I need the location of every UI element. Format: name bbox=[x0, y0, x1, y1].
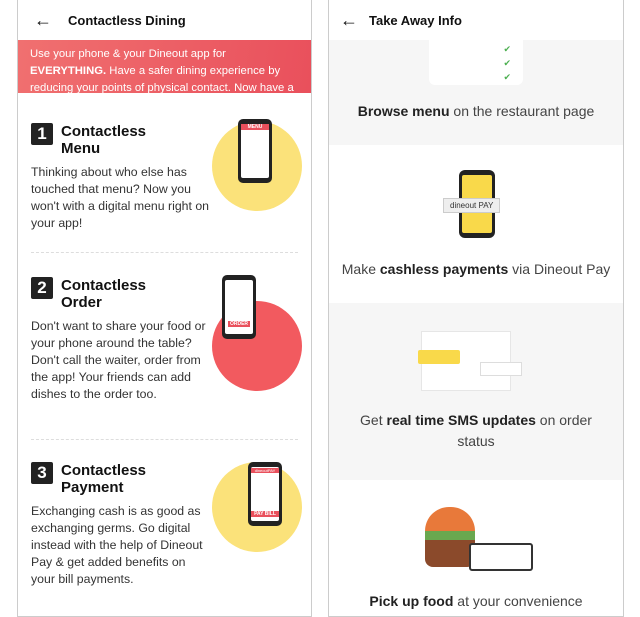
section-description: Don't want to share your food or your phone around the table? Don't call the waiter, order from the app! Your friends can add dishes to the order too. bbox=[31, 319, 206, 401]
menu-list-illustration bbox=[429, 40, 523, 85]
section-description: Thinking about who else has touched that menu? Now you won't with a digital menu right on your app! bbox=[31, 165, 210, 230]
brand-label: dineoutPAY bbox=[251, 468, 279, 473]
banner-bold: EVERYTHING. bbox=[30, 65, 107, 77]
order-illustration bbox=[212, 301, 302, 391]
sms-illustration bbox=[421, 331, 511, 391]
menu-illustration bbox=[212, 121, 302, 211]
intro-banner bbox=[18, 40, 311, 111]
step-number: 1 bbox=[31, 123, 53, 145]
section-text: Make bbox=[341, 261, 380, 277]
take-away-info-screen bbox=[328, 0, 624, 617]
section-title: Contactless Order bbox=[61, 277, 147, 311]
payment-illustration bbox=[212, 462, 302, 552]
section-browse-menu bbox=[329, 40, 623, 145]
banner-text-rest: Have a safer dining experience by reducing your points of physical contact. Now have a feast with contact-least! bbox=[30, 65, 294, 111]
dineout-pay-tag: dineout PAY bbox=[443, 198, 500, 213]
section-pick-up bbox=[329, 480, 623, 617]
section-contactless-order bbox=[31, 253, 298, 440]
back-arrow-icon[interactable]: ← bbox=[34, 9, 52, 30]
contactless-dining-screen bbox=[17, 0, 312, 617]
section-bold: cashless payments bbox=[379, 261, 509, 277]
screen-label: MENU bbox=[241, 124, 269, 130]
section-bold: Pick up food bbox=[369, 593, 454, 609]
section-contactless-menu bbox=[31, 93, 298, 253]
section-description: Exchanging cash is as good as exchanging germs. Go digital instead with the help of Dineout Pay & get added benefits on your bill payments. bbox=[31, 504, 203, 586]
step-number: 2 bbox=[31, 277, 53, 299]
section-text-rest: via Dineout Pay bbox=[508, 261, 611, 277]
section-sms-updates bbox=[329, 303, 623, 480]
screen-label: ORDER bbox=[229, 321, 249, 327]
app-header bbox=[329, 0, 623, 40]
check-icon: ✔ ✔ ✔ bbox=[503, 44, 511, 82]
section-text-rest: on order status bbox=[457, 412, 592, 449]
section-title: Contactless Payment bbox=[61, 462, 147, 496]
screen-label: PAY BILL bbox=[251, 511, 279, 517]
section-text: at your convenience bbox=[453, 593, 583, 609]
section-cashless-payments bbox=[329, 145, 623, 303]
page-title: Take Away Info bbox=[369, 12, 462, 28]
back-arrow-icon[interactable]: ← bbox=[340, 9, 358, 30]
burger-truck-illustration bbox=[425, 507, 475, 567]
step-number: 3 bbox=[31, 462, 53, 484]
section-title: Contactless Menu bbox=[61, 123, 147, 157]
app-header bbox=[18, 0, 311, 40]
section-bold: Browse menu bbox=[357, 103, 450, 119]
banner-text: Use your phone & your Dineout app for bbox=[30, 48, 226, 60]
page-title: Contactless Dining bbox=[68, 12, 186, 28]
section-bold: real time SMS updates bbox=[386, 412, 536, 428]
section-text: on the restaurant page bbox=[449, 103, 595, 119]
section-contactless-payment bbox=[31, 440, 298, 588]
section-text: Get bbox=[360, 412, 387, 428]
